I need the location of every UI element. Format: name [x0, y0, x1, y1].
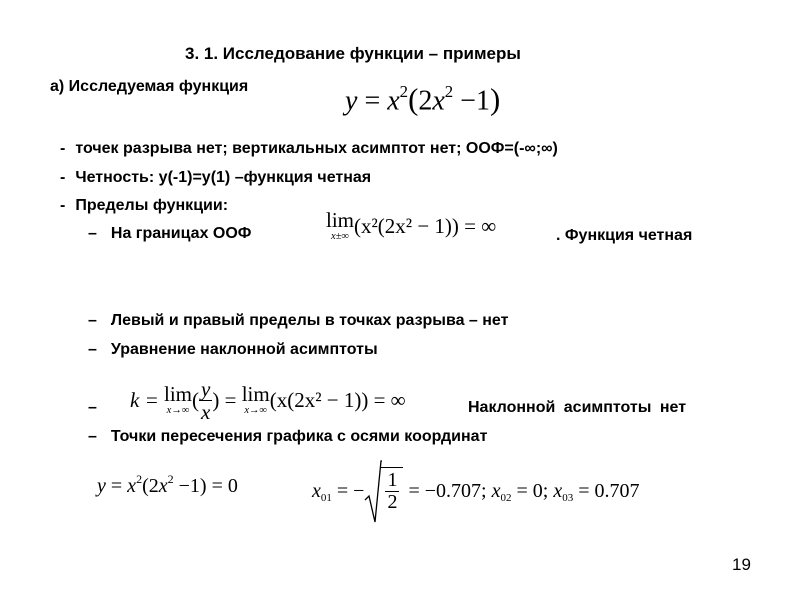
- bullet-text: Четность: y(-1)=y(1) –функция четная: [75, 169, 372, 186]
- no-oblique-asymptote-note: Наклонной асимптоты нет: [468, 399, 687, 416]
- bullet-k-dash: –: [88, 399, 97, 416]
- one-half-fraction: $\frac{1}{2}$: [387, 469, 398, 513]
- bullet-asymptote-equation: – Уравнение наклонной асимптоты: [88, 341, 378, 358]
- bullet-no-discontinuities: - точек разрыва нет; вертикальных асимптот нет; ООФ=(-∞;∞): [60, 140, 558, 157]
- slide-title: 3. 1. Исследование функции – примеры: [185, 44, 521, 63]
- limit-expression: (x²(2x² − 1)) = ∞: [354, 213, 497, 238]
- y-over-x-fraction: $\frac{y}{x}$: [201, 377, 211, 425]
- lim-operator: lim x±∞: [326, 208, 355, 242]
- bullet-text: Точки пересечения графика с осями координат: [110, 428, 488, 445]
- bullet-text: На границах ООФ: [110, 225, 252, 242]
- lim-operator: lim x→∞: [164, 382, 193, 417]
- limit-formula: [326, 210, 496, 243]
- bullet-text: точек разрыва нет; вертикальных асимптот нет; ООФ=(-∞;∞): [75, 140, 558, 157]
- page-number: 19: [732, 555, 751, 574]
- lim-operator: lim x→∞: [241, 382, 270, 417]
- section-a-label: а) Исследуемая функция: [50, 78, 249, 95]
- even-function-note: . Функция четная: [556, 227, 693, 244]
- bullet-text: Левый и правый пределы в точках разрыва – нет: [110, 312, 509, 329]
- sqrt-symbol: [364, 460, 403, 524]
- roots-formula: $x_{01}$ = − $\frac{1}{2}$ = −0.707; $x_{02} = 0$; $x_{03} = 0.707$: [312, 460, 639, 524]
- k-limit-expression: (x(2x² − 1)) = ∞: [269, 388, 406, 413]
- bullet-text: Пределы функции:: [75, 197, 229, 214]
- main-function-formula: $y = x^2(2x^2 -1)$: [345, 82, 501, 117]
- bullet-boundaries: – На границах ООФ: [88, 225, 252, 242]
- bullet-axis-intersections: – Точки пересечения графика с осями координат: [88, 428, 488, 445]
- zero-equation: $y = x^2(2x^2 -1) = 0$: [97, 472, 238, 497]
- bullet-limits: - Пределы функции:: [60, 197, 229, 214]
- bullet-text: Уравнение наклонной асимптоты: [110, 341, 378, 358]
- bullet-parity: - Четность: y(-1)=y(1) –функция четная: [60, 169, 372, 186]
- bullet-left-right-limits: – Левый и правый пределы в точках разрыва – нет: [88, 312, 509, 329]
- k-formula: k = lim x→∞ ( $\frac{y}{x}$ ) = lim x→∞ (x(2x² − 1)) = ∞: [130, 377, 406, 425]
